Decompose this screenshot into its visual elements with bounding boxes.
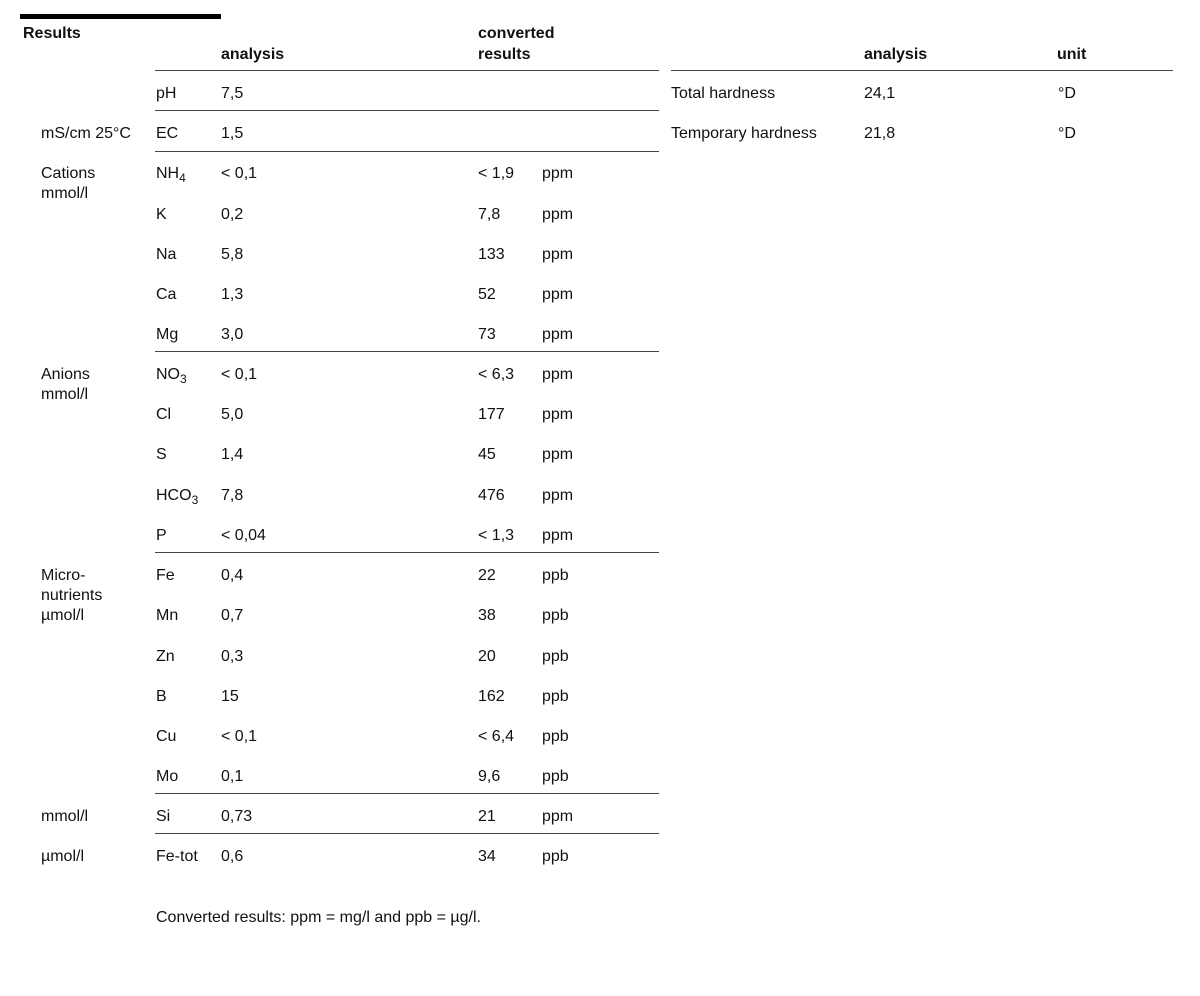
- hardness-value: 24,1: [864, 85, 896, 102]
- analysis-value: 0,7: [221, 607, 244, 624]
- micro-label-2: nutrients: [41, 587, 103, 604]
- analysis-value: < 0,1: [221, 728, 258, 745]
- analysis-value: 5,8: [221, 246, 244, 263]
- col-header-converted-line2: results: [478, 46, 531, 63]
- micro-label-1: Micro-: [41, 567, 86, 584]
- converted-value: 476: [478, 487, 505, 504]
- converted-value: < 1,3: [478, 527, 515, 544]
- group-rule: [155, 552, 659, 553]
- element-label: $NO_3$: [156, 366, 187, 386]
- element-label: B: [156, 688, 167, 705]
- analysis-value: < 0,04: [221, 527, 266, 544]
- col-header-converted-line1: converted: [478, 25, 555, 42]
- col-header-analysis: analysis: [221, 46, 285, 63]
- si-unit-label: mmol/l: [41, 808, 89, 825]
- group-rule: [155, 833, 659, 834]
- converted-value: 162: [478, 688, 505, 705]
- element-label: Fe: [156, 567, 175, 584]
- hardness-name: Temporary hardness: [671, 125, 817, 142]
- analysis-value: 3,0: [221, 326, 244, 343]
- analysis-value: < 0,1: [221, 165, 258, 182]
- group-rule: [155, 151, 659, 152]
- right-col-header-analysis: analysis: [864, 46, 928, 63]
- converted-value: 7,8: [478, 206, 501, 223]
- right-col-header-unit: unit: [1057, 46, 1087, 63]
- converted-value: 21: [478, 808, 496, 825]
- converted-unit: ppm: [542, 406, 574, 423]
- element-label: Si: [156, 808, 171, 825]
- converted-unit: ppm: [542, 366, 574, 383]
- cations-unit: mmol/l: [41, 185, 89, 202]
- converted-value: < 1,9: [478, 165, 515, 182]
- converted-unit: ppm: [542, 487, 574, 504]
- group-rule: [155, 351, 659, 352]
- element-label: Cl: [156, 406, 172, 423]
- analysis-value: 0,6: [221, 848, 244, 865]
- header-rule: [155, 70, 659, 71]
- element-label: K: [156, 206, 167, 223]
- converted-value: 177: [478, 406, 505, 423]
- anions-label: Anions: [41, 366, 90, 383]
- element-label: Fe-tot: [156, 848, 198, 865]
- analysis-value: 0,3: [221, 648, 244, 665]
- fetot-unit-label: µmol/l: [41, 848, 84, 865]
- converted-unit: ppm: [542, 446, 574, 463]
- element-label: $HCO_3$: [156, 487, 199, 507]
- cations-label: Cations: [41, 165, 96, 182]
- analysis-value: 0,1: [221, 768, 244, 785]
- element-label: $NH_4$: [156, 165, 186, 185]
- converted-unit: ppb: [542, 607, 569, 624]
- converted-value: 45: [478, 446, 496, 463]
- converted-unit: ppm: [542, 206, 574, 223]
- analysis-value: 7,5: [221, 85, 244, 102]
- analysis-value: 0,2: [221, 206, 244, 223]
- analysis-value: 0,73: [221, 808, 253, 825]
- micro-unit: µmol/l: [41, 607, 84, 624]
- analysis-value: 15: [221, 688, 239, 705]
- section-title: Results: [23, 25, 81, 42]
- converted-unit: ppm: [542, 286, 574, 303]
- converted-unit: ppb: [542, 768, 569, 785]
- converted-unit: ppb: [542, 648, 569, 665]
- hardness-unit: °D: [1058, 125, 1076, 142]
- ec-unit-label: mS/cm 25°C: [41, 125, 131, 142]
- converted-unit: ppm: [542, 527, 574, 544]
- hardness-unit: °D: [1058, 85, 1076, 102]
- analysis-value: 5,0: [221, 406, 244, 423]
- converted-value: 20: [478, 648, 496, 665]
- anions-unit: mmol/l: [41, 386, 89, 403]
- element-label: Mn: [156, 607, 179, 624]
- element-label: P: [156, 527, 167, 544]
- element-label: Cu: [156, 728, 177, 745]
- group-rule: [155, 793, 659, 794]
- converted-value: 52: [478, 286, 496, 303]
- converted-unit: ppm: [542, 326, 574, 343]
- element-label: S: [156, 446, 167, 463]
- converted-value: < 6,4: [478, 728, 515, 745]
- analysis-value: 1,3: [221, 286, 244, 303]
- analysis-value: < 0,1: [221, 366, 258, 383]
- footnote: Converted results: ppm = mg/l and ppb = µg/l.: [156, 909, 481, 926]
- hardness-value: 21,8: [864, 125, 896, 142]
- element-label: Ca: [156, 286, 177, 303]
- converted-unit: ppm: [542, 165, 574, 182]
- analysis-value: 1,4: [221, 446, 244, 463]
- converted-value: 34: [478, 848, 496, 865]
- converted-unit: ppm: [542, 246, 574, 263]
- title-bar-decoration: [20, 14, 221, 19]
- element-label: Zn: [156, 648, 175, 665]
- right-header-rule: [671, 70, 1173, 71]
- converted-unit: ppm: [542, 808, 574, 825]
- analysis-value: 1,5: [221, 125, 244, 142]
- converted-value: 38: [478, 607, 496, 624]
- element-label: Mo: [156, 768, 179, 785]
- converted-value: < 6,3: [478, 366, 515, 383]
- converted-value: 73: [478, 326, 496, 343]
- converted-value: 9,6: [478, 768, 501, 785]
- analysis-value: 7,8: [221, 487, 244, 504]
- analysis-value: 0,4: [221, 567, 244, 584]
- element-label: EC: [156, 125, 179, 142]
- hardness-name: Total hardness: [671, 85, 776, 102]
- row-rule: [155, 110, 659, 111]
- element-label: Mg: [156, 326, 179, 343]
- converted-unit: ppb: [542, 728, 569, 745]
- converted-value: 22: [478, 567, 496, 584]
- element-label: Na: [156, 246, 177, 263]
- converted-unit: ppb: [542, 688, 569, 705]
- converted-value: 133: [478, 246, 505, 263]
- converted-unit: ppb: [542, 567, 569, 584]
- element-label: pH: [156, 85, 177, 102]
- converted-unit: ppb: [542, 848, 569, 865]
